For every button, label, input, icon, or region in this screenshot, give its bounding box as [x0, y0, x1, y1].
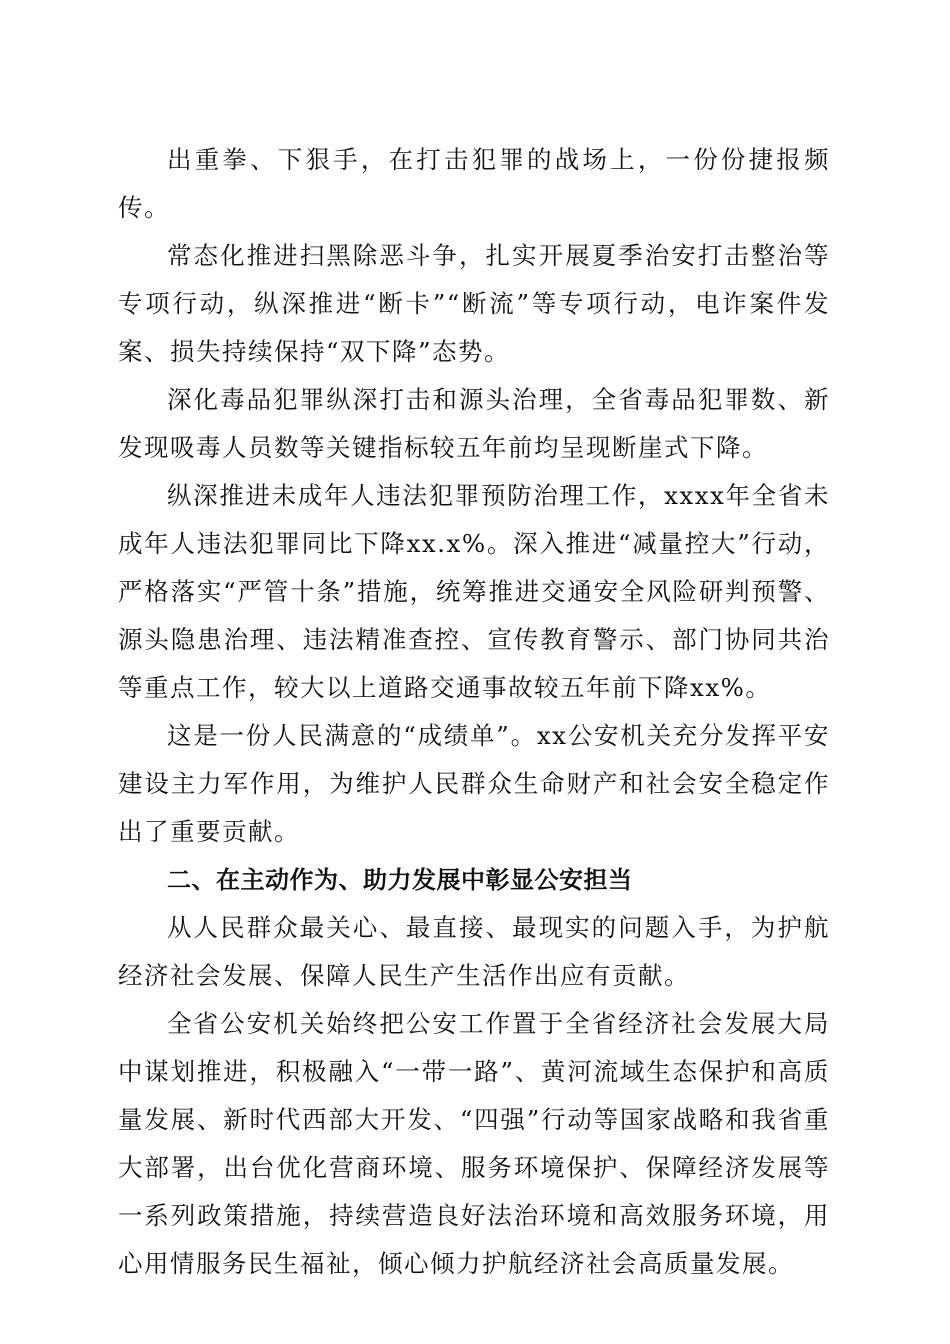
paragraph-anti-gang-campaign: 常态化推进扫黑除恶斗争，扎实开展夏季治安打击整治等专项行动，纵深推进“断卡”“断流”等专项行动，电诈案件发案、损失持续保持“双下降”态势。 [118, 241, 830, 366]
paragraph-drug-crime: 深化毒品犯罪纵深打击和源头治理，全省毒品犯罪数、新发现吸毒人员数等关键指标较五年前均呈现断崖式下降。 [118, 385, 830, 462]
paragraph-juvenile-and-traffic: 纵深推进未成年人违法犯罪预防治理工作，xxxx年全省未成年人违法犯罪同比下降xx.x%。深入推进“减量控大”行动，严格落实“严管十条”措施，统筹推进交通安全风险研判预警、源头隐患治理、违法精准查控、宣传教育警示、部门协同共治等重点工作，较大以上道路交通事故较五年前下降xx%。 [118, 481, 830, 702]
document-body [118, 136, 830, 1288]
paragraph-economic-development: 全省公安机关始终把公安工作置于全省经济社会发展大局中谋划推进，积极融入“一带一路”、黄河流域生态保护和高质量发展、新时代西部大开发、“四强”行动等国家战略和我省重大部署，出台优化营商环境、服务环境保护、保障经济发展等一系列政策措施，持续营造良好法治环境和高效服务环境，用心用情服务民生福祉，倾心倾力护航经济社会高质量发展。 [118, 1009, 830, 1278]
paragraph-report-card: 这是一份人民满意的“成绩单”。xx公安机关充分发挥平安建设主力军作用，为维护人民群众生命财产和社会安全稳定作出了重要贡献。 [118, 721, 830, 846]
paragraph-victory-reports: 出重拳、下狠手，在打击犯罪的战场上，一份份捷报频传。 [118, 145, 830, 222]
paragraph-people-concerns: 从人民群众最关心、最直接、最现实的问题入手，为护航经济社会发展、保障人民生产生活作出应有贡献。 [118, 913, 830, 990]
section-heading: 二、在主动作为、助力发展中彰显公安担当 [167, 866, 633, 894]
